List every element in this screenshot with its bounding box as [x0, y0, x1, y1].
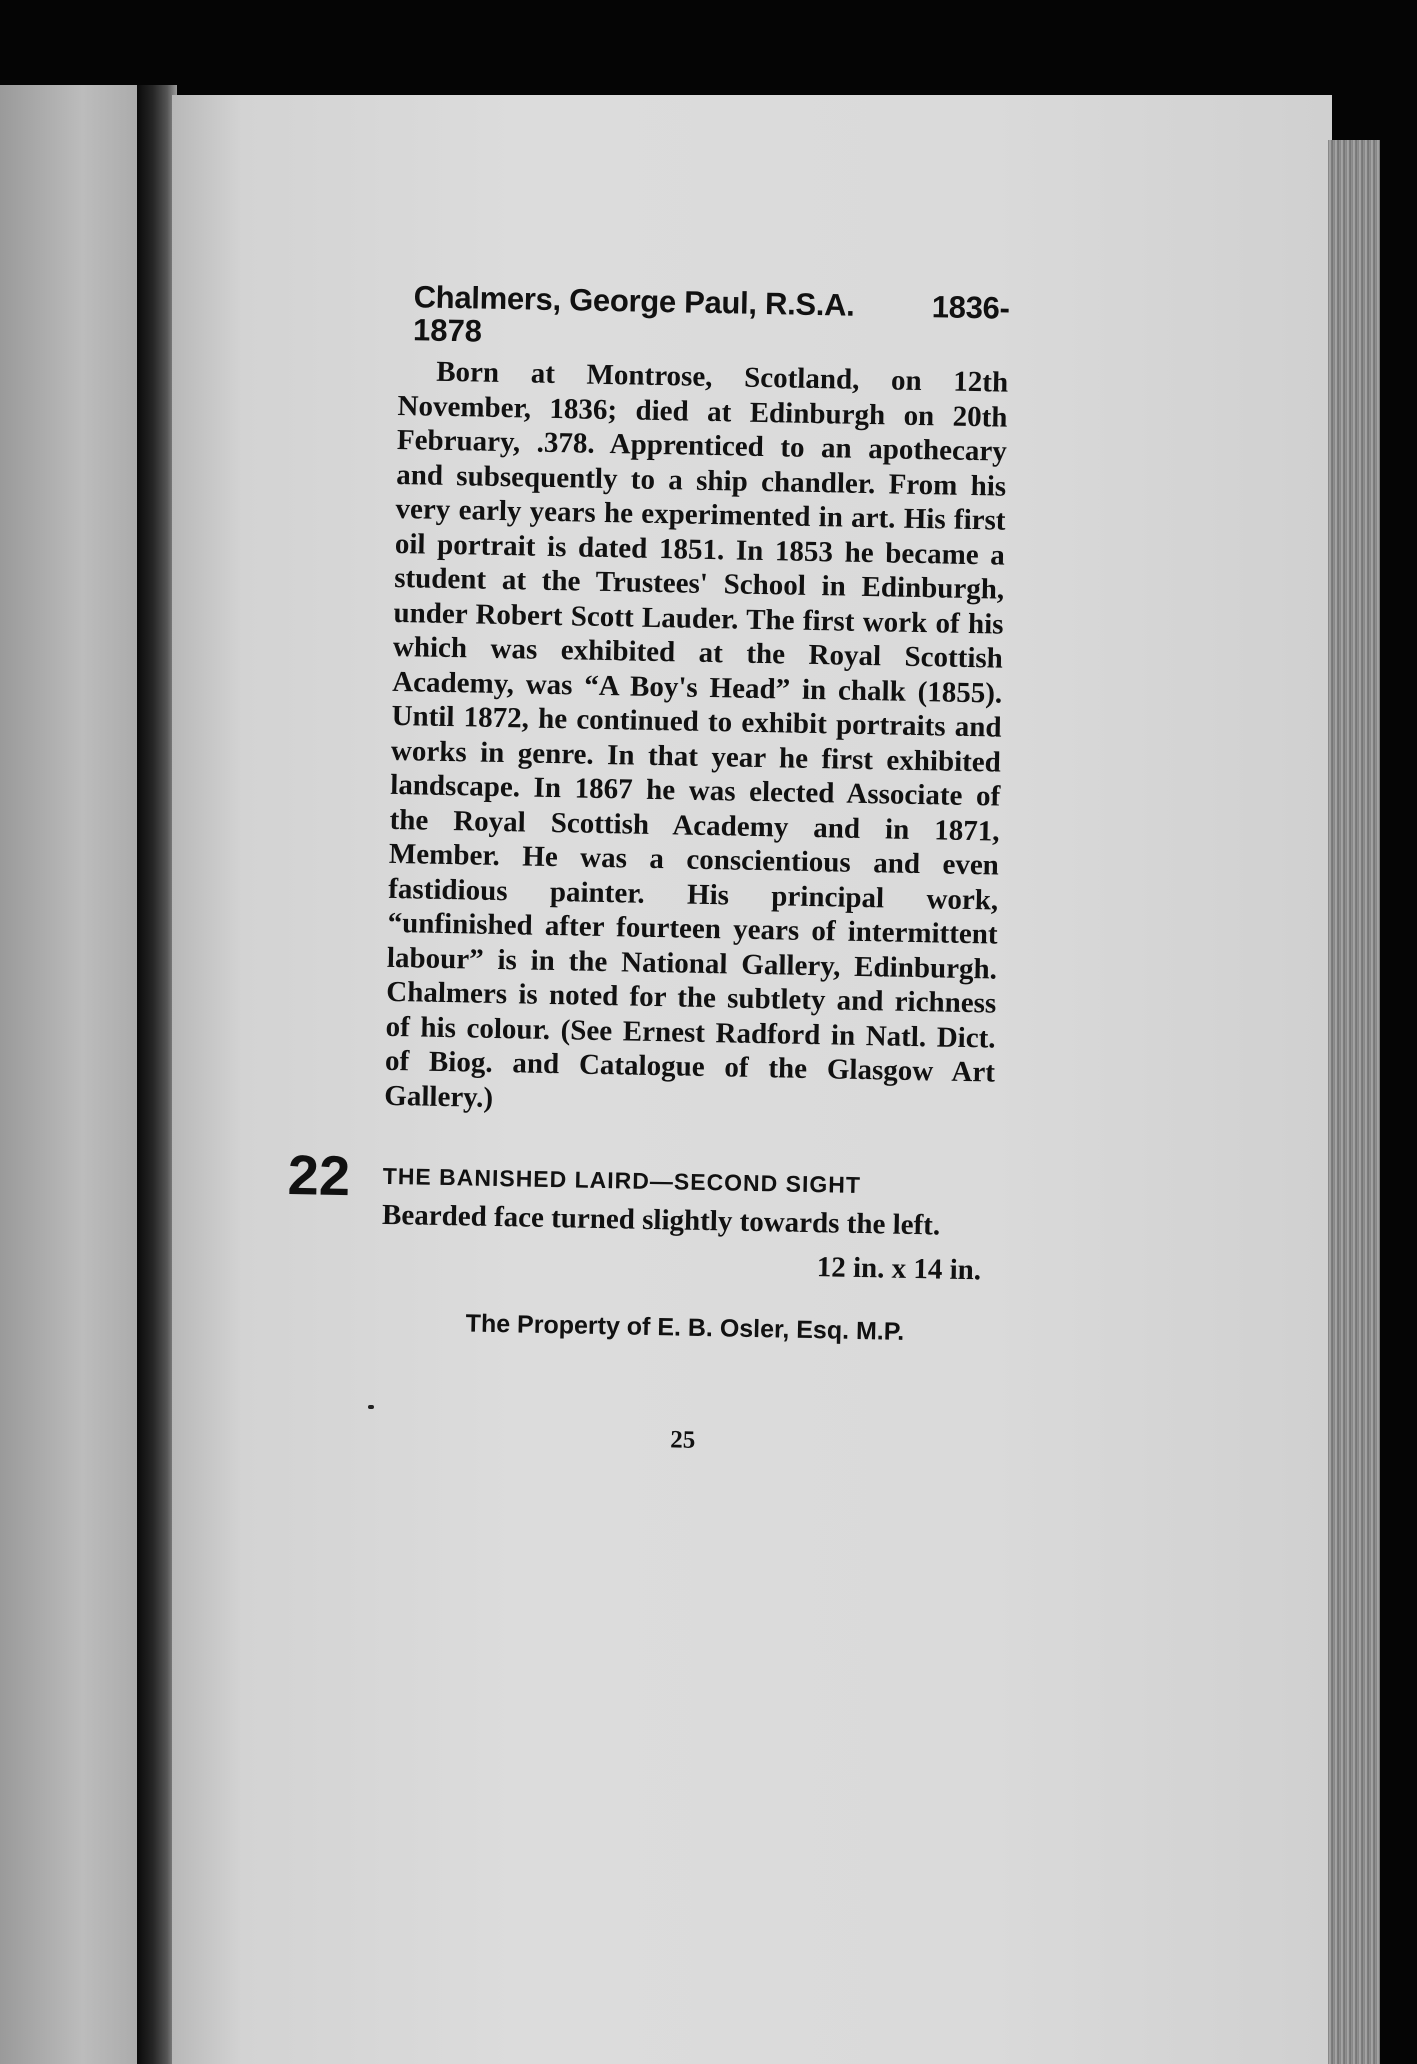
artwork-description: Bearded face turned slightly towards the left.	[381, 1198, 941, 1242]
catalogue-entry	[287, 1143, 993, 1289]
artwork-dimensions: 12 in. x 14 in.	[816, 1251, 982, 1287]
page-number: 25	[670, 1426, 696, 1454]
book-gutter	[137, 85, 177, 2064]
artist-name: Chalmers, George Paul, R.S.A.	[413, 279, 855, 323]
page-stack-edge	[1328, 140, 1380, 2064]
entry-number: 22	[287, 1143, 351, 1208]
ink-speck	[368, 1405, 374, 1409]
artist-biography: Born at Montrose, Scotland, on 12th November, 1836; died at Edinburgh on 20th February, .378. Apprenticed to an apothecary and subsequently to a ship chandler. From his very early years he experimented in art. His first oil portrait is dated 1851. In 1853 he became a student at the Trustees' School in Edinburgh, under Robert Scott Lauder. The first work of his which was exhibited at the Royal Scottish Academy, was “A Boy's Head” in chalk (1855). Until 1872, he continued to exhibit portraits and works in genre. In that year he first exhibited landscape. In 1867 he was elected Associate of the Royal Scottish Academy and in 1871, Member. He was a conscientious and even fastidious painter. His principal work, “unfinished after fourteen years of intermittent labour” is in the National Gallery, Edinburgh. Chalmers is noted for the subtlety and richness of his colour. (See Ernest Radford in Natl. Dict. of Biog. and Catalogue of the Glasgow Art Gallery.)	[384, 355, 1009, 1114]
artist-death-year: 1878	[412, 312, 483, 349]
left-page-edge	[0, 85, 150, 2064]
artist-birth-year: 1836-	[931, 289, 1010, 326]
page-content	[287, 279, 1010, 1460]
artwork-title: THE BANISHED LAIRD—SECOND SIGHT	[382, 1162, 862, 1199]
artwork-provenance: The Property of E. B. Osler, Esq. M.P.	[465, 1309, 905, 1346]
